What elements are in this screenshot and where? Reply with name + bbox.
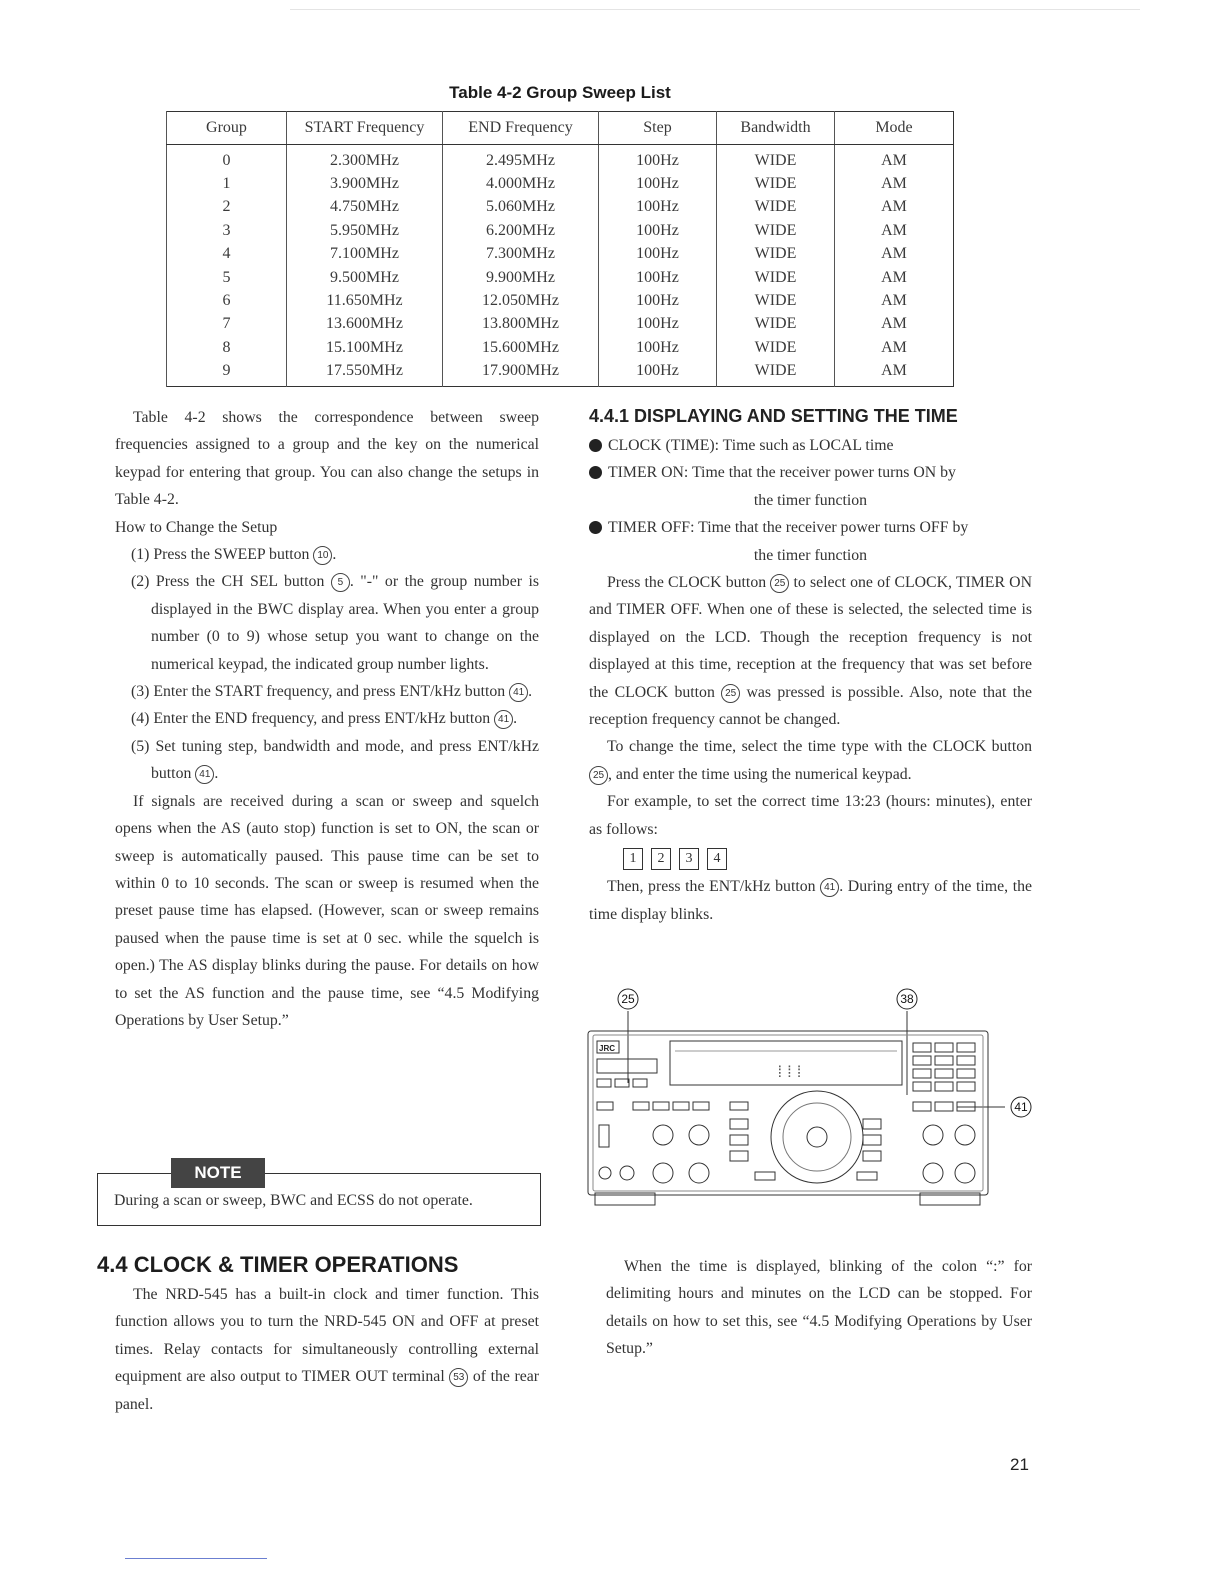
how-to-heading: How to Change the Setup — [115, 518, 278, 536]
table-cell: 2.300MHz — [287, 145, 443, 173]
bullet-timer-off: TIMER OFF: Time that the receiver power turns OFF by — [589, 514, 1032, 541]
bullet-icon — [589, 466, 602, 479]
enter-paragraph: Then, press the ENT/kHz button 41 . During entry of the time, the time display blinks. — [589, 878, 1032, 923]
table-cell: 3 — [167, 219, 287, 242]
section-heading-4-4: 4.4 CLOCK & TIMER OPERATIONS — [97, 1252, 459, 1277]
bottom-rule — [125, 1558, 267, 1559]
receiver-front-panel-figure — [585, 985, 1045, 1215]
colon-paragraph: When the time is displayed, blinking of the colon “:” for delimiting hours and minutes on the LCD can be stopped. For details on how to set this, see “4.5 Modifying Operations by User Setup.” — [606, 1258, 1032, 1358]
table-cell: 100Hz — [599, 196, 717, 219]
scan-paragraph: If signals are received during a scan or sweep and squelch opens when the AS (auto stop) function is set to ON, the scan or sweep is automatically paused. This pause time can be set to within 0 to 10 seconds. The scan or sweep is resumed when the preset pause time has elapsed. (However, scan or sweep remains paused when the pause time is set at 0 sec. while the squelch is open.) The AS display blinks during the pause. For details on how to set the AS function and the pause time, see “4.5 Modifying Operations by User Setup.” — [115, 792, 539, 1029]
table-cell: 15.100MHz — [287, 336, 443, 359]
table-cell: AM — [835, 289, 954, 312]
table-row — [167, 196, 954, 219]
table-cell: 11.650MHz — [287, 289, 443, 312]
table-cell: 6 — [167, 289, 287, 312]
bullet-icon — [589, 521, 602, 534]
right-column — [589, 404, 1032, 928]
table-row — [167, 243, 954, 266]
clock-intro-paragraph: The NRD-545 has a built-in clock and timer function. This function allows you to turn the NRD-545 ON and OFF at preset times. Relay contacts for simultaneously controlling external equipment are also output to TIMER OUT terminal 53 of the rear panel. — [115, 1286, 540, 1413]
display-mini-panel — [597, 1059, 657, 1073]
note-box — [97, 1163, 541, 1226]
table-cell: 100Hz — [599, 145, 717, 173]
column-header: START Frequency — [287, 112, 443, 145]
table-cell: WIDE — [717, 289, 835, 312]
jrc-logo: JRC — [599, 1044, 616, 1053]
example-paragraph: For example, to set the correct time 13:23 (hours: minutes), enter as follows: — [589, 793, 1032, 838]
table-cell: WIDE — [717, 336, 835, 359]
table-cell: WIDE — [717, 313, 835, 336]
callout-25: 25 — [621, 992, 635, 1006]
table-row — [167, 145, 954, 173]
lcd-digits: ⁞⁞⁞ — [775, 1064, 804, 1082]
table-cell: 100Hz — [599, 243, 717, 266]
table-cell: 6.200MHz — [443, 219, 599, 242]
key-1: 1 — [623, 848, 643, 870]
function-buttons — [597, 1102, 881, 1180]
table-cell: 2 — [167, 196, 287, 219]
table-cell: AM — [835, 266, 954, 289]
table-cell: 2.495MHz — [443, 145, 599, 173]
table-cell: 7.300MHz — [443, 243, 599, 266]
key-sequence — [589, 843, 1032, 873]
button-ref-41: 41 — [509, 683, 528, 702]
table-cell: 4.000MHz — [443, 172, 599, 195]
table-body — [167, 145, 954, 387]
table-cell: 15.600MHz — [443, 336, 599, 359]
table-row — [167, 336, 954, 359]
table-cell: WIDE — [717, 172, 835, 195]
step-2: (2) Press the CH SEL button 5 . "-" or the group number is displayed in the BWC display area. When you enter a group number (0 to 9) whose setup you want to change on the numerical keypad, the indicated group number lights. — [131, 573, 539, 673]
table-cell: 8 — [167, 336, 287, 359]
table-header-row — [167, 112, 954, 145]
bullet-clock: CLOCK (TIME): Time such as LOCAL time — [589, 432, 1032, 459]
main-tuning-dial — [771, 1091, 863, 1183]
terminal-ref-53: 53 — [449, 1368, 468, 1387]
intro-paragraph: Table 4-2 shows the correspondence between sweep frequencies assigned to a group and the key on the numerical keypad for entering that group. You can also change the setups in Table 4-2. — [115, 409, 539, 509]
table-cell: 100Hz — [599, 266, 717, 289]
table-row — [167, 313, 954, 336]
table-row — [167, 360, 954, 387]
phones-jack — [599, 1125, 609, 1147]
section-4-4-body — [115, 1281, 539, 1418]
table-cell: AM — [835, 172, 954, 195]
table-cell: WIDE — [717, 219, 835, 242]
table-cell: 100Hz — [599, 172, 717, 195]
note-text: During a scan or sweep, BWC and ECSS do not operate. — [114, 1192, 473, 1209]
table-row — [167, 172, 954, 195]
step-5: (5) Set tuning step, bandwidth and mode, and press ENT/kHz button 41 . — [131, 737, 539, 783]
key-4: 4 — [707, 848, 727, 870]
table-cell: 13.800MHz — [443, 313, 599, 336]
table-cell: WIDE — [717, 360, 835, 387]
numeric-keypad — [913, 1043, 975, 1111]
table-cell: 5.060MHz — [443, 196, 599, 219]
table-title: Table 4-2 Group Sweep List — [449, 83, 671, 102]
table-cell: 17.550MHz — [287, 360, 443, 387]
callout-41: 41 — [1014, 1100, 1028, 1114]
table-cell: AM — [835, 196, 954, 219]
table-cell: 1 — [167, 172, 287, 195]
group-sweep-table — [166, 111, 954, 387]
column-header: Mode — [835, 112, 954, 145]
page-number: 21 — [1010, 1455, 1029, 1474]
button-ref-10: 10 — [313, 546, 332, 565]
table-cell: 9 — [167, 360, 287, 387]
button-ref-25: 25 — [589, 766, 608, 785]
table-cell: 5.950MHz — [287, 219, 443, 242]
top-rule — [290, 9, 1140, 10]
table-cell: 13.600MHz — [287, 313, 443, 336]
table-row — [167, 266, 954, 289]
table-cell: WIDE — [717, 145, 835, 173]
section-heading-4-4-1: 4.4.1 DISPLAYING AND SETTING THE TIME — [589, 406, 958, 426]
table-cell: 7.100MHz — [287, 243, 443, 266]
button-ref-41: 41 — [820, 878, 839, 897]
table-cell: 4.750MHz — [287, 196, 443, 219]
table-cell: 9.500MHz — [287, 266, 443, 289]
button-ref-5: 5 — [331, 573, 350, 592]
step-4: (4) Enter the END frequency, and press ENT/kHz button 41 . — [131, 710, 518, 728]
table-cell: WIDE — [717, 266, 835, 289]
table-cell: 5 — [167, 266, 287, 289]
table-cell: AM — [835, 219, 954, 242]
table-row — [167, 219, 954, 242]
column-header: Bandwidth — [717, 112, 835, 145]
table-cell: 3.900MHz — [287, 172, 443, 195]
table-cell: AM — [835, 145, 954, 173]
table-cell: AM — [835, 243, 954, 266]
step-3: (3) Enter the START frequency, and press ENT/kHz button 41 . — [131, 683, 533, 701]
callout-38: 38 — [900, 992, 914, 1006]
table-cell: WIDE — [717, 196, 835, 219]
bullet-timer-off-cont: the timer function — [753, 546, 868, 564]
note-badge: NOTE — [171, 1158, 265, 1188]
table-cell: 100Hz — [599, 336, 717, 359]
button-ref-41: 41 — [195, 765, 214, 784]
key-3: 3 — [679, 848, 699, 870]
clock-select-paragraph: Press the CLOCK button 25 to select one of CLOCK, TIMER ON and TIMER OFF. When one of these is selected, the selected time is displayed on the LCD. Though the reception frequency is not displayed at this time, reception at the frequency that was set before the CLOCK button 25 was pressed is possible. Also, note that the reception frequency cannot be changed. — [589, 574, 1033, 729]
table-cell: WIDE — [717, 243, 835, 266]
table-cell: 12.050MHz — [443, 289, 599, 312]
table-row — [167, 289, 954, 312]
table-cell: 100Hz — [599, 313, 717, 336]
table-cell: AM — [835, 313, 954, 336]
bullet-timer-on: TIMER ON: Time that the receiver power turns ON by — [589, 459, 1032, 486]
column-header: Group — [167, 112, 287, 145]
table-cell: 0 — [167, 145, 287, 173]
bullet-icon — [589, 439, 602, 452]
key-2: 2 — [651, 848, 671, 870]
left-column — [115, 404, 539, 1034]
table-cell: 9.900MHz — [443, 266, 599, 289]
table-cell: 7 — [167, 313, 287, 336]
change-time-paragraph: To change the time, select the time type with the CLOCK button 25 , and enter the time using the numerical keypad. — [589, 733, 1032, 788]
column-header: Step — [599, 112, 717, 145]
table-cell: 100Hz — [599, 360, 717, 387]
table-cell: 100Hz — [599, 219, 717, 242]
table-cell: 4 — [167, 243, 287, 266]
bullet-timer-on-cont: the timer function — [753, 491, 868, 509]
button-ref-25: 25 — [770, 574, 789, 593]
colon-paragraph-block — [606, 1253, 1032, 1363]
button-ref-41: 41 — [494, 710, 513, 729]
button-ref-25: 25 — [721, 684, 740, 703]
step-1: (1) Press the SWEEP button 10 . — [131, 546, 337, 564]
table-cell: AM — [835, 360, 954, 387]
table-cell: 17.900MHz — [443, 360, 599, 387]
column-header: END Frequency — [443, 112, 599, 145]
table-cell: AM — [835, 336, 954, 359]
table-cell: 100Hz — [599, 289, 717, 312]
